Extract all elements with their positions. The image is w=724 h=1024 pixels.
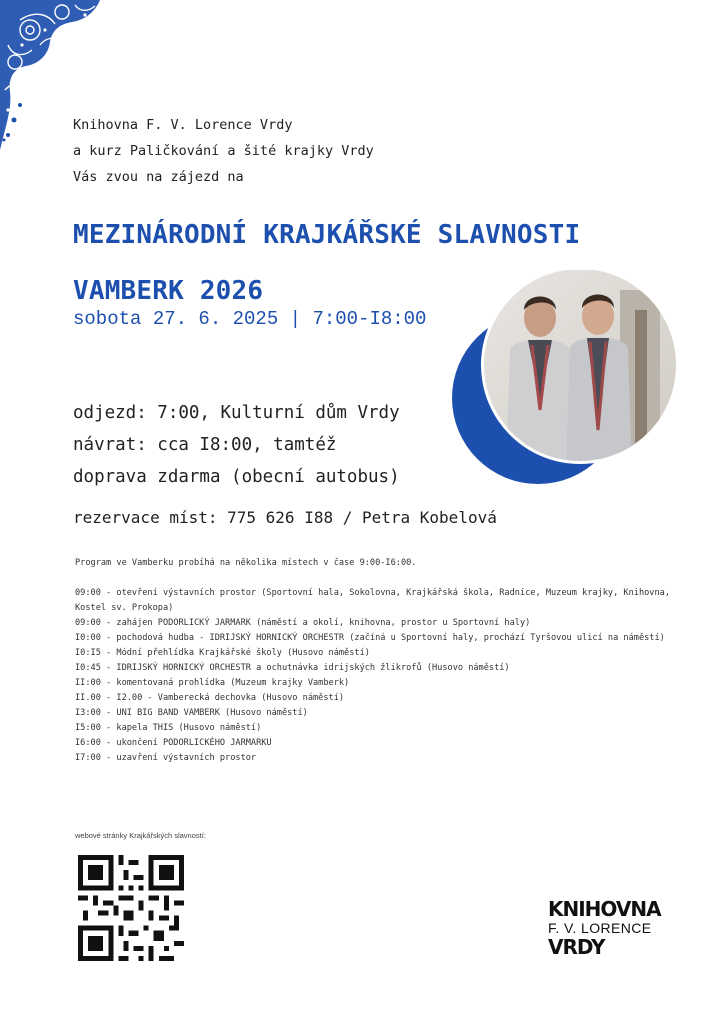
intro-line-organizer: Knihovna F. V. Lorence Vrdy (73, 117, 293, 133)
program-item: I3:00 - UNI BIG BAND VAMBERK (Husovo náměstí) (75, 708, 308, 718)
event-date: sobota 27. 6. 2025 | 7:00-I8:00 (73, 308, 427, 330)
library-logo (548, 897, 661, 959)
event-title-line-2: VAMBERK 2026 (73, 276, 264, 306)
website-label: webové stránky Krajkářských slavností: (75, 831, 206, 840)
travel-info (73, 397, 400, 493)
program-item: II:00 - komentovaná prohlídka (Muzeum krajky Vamberk) (75, 678, 350, 688)
intro-line-invite: Vás zvou na zájezd na (73, 169, 244, 185)
program-lead: Program ve Vamberku probíhá na několika místech v čase 9:00-I6:00. (75, 558, 417, 568)
program-item: I6:00 - ukončení PODORLICKÉHO JARMARKU (75, 738, 272, 748)
logo-line-1: KNIHOVNA (548, 897, 661, 921)
program-item: I0:I5 - Módní přehlídka Krajkářské školy (Husovo náměstí) (75, 648, 370, 658)
program-item: I5:00 - kapela THIS (Husovo náměstí) (75, 723, 262, 733)
program-item: II.00 - I2.00 - Vamberecká dechovka (Husovo náměstí) (75, 693, 345, 703)
intro-block (73, 112, 374, 190)
program-list (75, 556, 680, 766)
program-item: 09:00 - zahájen PODORLICKÝ JARMARK (náměstí a okolí, knihovna, prostor u Sportovní haly) (75, 618, 531, 628)
event-title-line-1: MEZINÁRODNÍ KRAJKÁŘSKÉ SLAVNOSTI (73, 220, 581, 250)
qr-code[interactable] (78, 855, 184, 961)
logo-line-3: VRDY (548, 935, 605, 959)
program-item: I0:00 - pochodová hudba - IDRIJSKÝ HORNICKÝ ORCHESTR (začíná u Sportovní haly, prochází Tyršovou ulicí na náměstí) (75, 633, 665, 643)
return-info: návrat: cca I8:00, tamtéž (73, 435, 337, 455)
program-item: 09:00 - otevření výstavních prostor (Sportovní hala, Sokolovna, Krajkářská škola, Radnice, Muzeum krajky, Knihovna, Kostel sv. Prokopa) (75, 588, 670, 613)
program-item: I7:00 - uzavření výstavních prostor (75, 753, 257, 763)
logo-line-2: F. V. LORENCE (548, 920, 652, 936)
departure-info: odjezd: 7:00, Kulturní dům Vrdy (73, 403, 400, 423)
program-item: I0:45 - IDRIJSKÝ HORNICKÝ ORCHESTR a ochutnávka idrijských žlikrofů (Husovo náměstí) (75, 663, 510, 673)
intro-line-course: a kurz Paličkování a šité krajky Vrdy (73, 143, 374, 159)
reservation-info: rezervace míst: 775 626 I88 / Petra Kobelová (73, 508, 497, 527)
transport-info: doprava zdarma (obecní autobus) (73, 467, 400, 487)
event-photo (440, 270, 680, 485)
